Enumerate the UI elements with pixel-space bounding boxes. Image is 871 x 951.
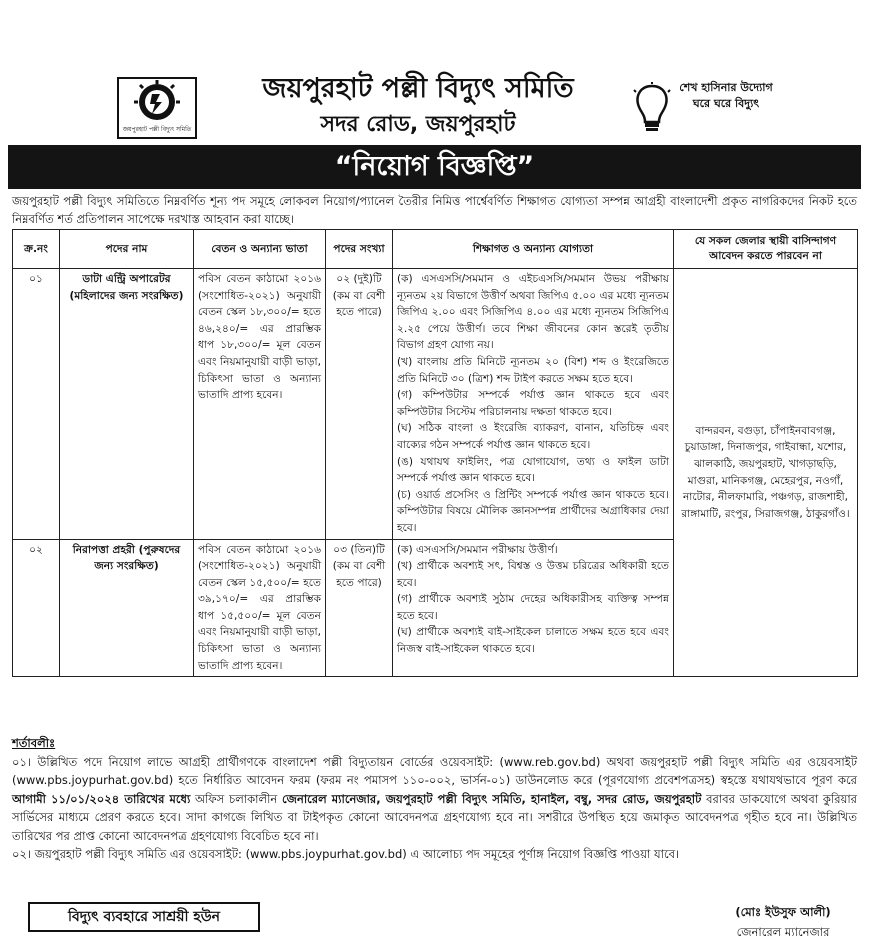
qualification-item: (ক) এসএসসি/সমমান ও এইচএসসি/সমমান উভয় পরীক্ষায় ন্যূনতম ২য় বিভাগে উত্তীর্ণ অথবা জিপিএ ৫.০০ এর মধ্যে ন্যূনতম জিপিএ ২.০০ এবং সিজিপিএ ৪.০০ এর মধ্যে ন্যূনতম সিজিপিএ ২.২৫ পেয়ে উত্তীর্ণ। তবে শিক্ষা জীবনের কোন স্তরেই তৃতীয় বিভাগ গ্রহণ যোগ্য নয়।	[397, 273, 669, 352]
row-count: ০২ (দুই)টি (কম বা বেশী হতে পারে)	[326, 269, 393, 540]
qualification-item: (গ) প্রার্থীকে অবশ্যই সুঠাম দেহের অধিকারীসহ ব্যক্তিত্ব সম্পন্ন হতে হবে।	[397, 593, 669, 622]
col-header-districts: যে সকল জেলার স্থায়ী বাসিন্দাগণ আবেদন করতে পারবেন না	[674, 230, 858, 269]
row-salary: পবিস বেতন কাঠামো ২০১৬ (সংশোধিত-২০২১) অনুযায়ী বেতন স্কেল ১৮,৩০০/= হতে ৪৬,২৪০/= এর প্রারম্ভিক ধাপ ১৮,৩০০/= মূল বেতন এবং নিয়মানুযায়ী বাড়ী ভাড়া, চিকিৎসা ভাতা ও অন্যান্য ভাতাদি প্রাপ্য হবেন।	[194, 269, 326, 540]
row-sl: ০১	[13, 269, 60, 540]
col-header-salary: বেতন ও অন্যান্য ভাতা	[194, 230, 326, 269]
term-1-text-c: অফিস চলাকালীন	[195, 791, 278, 806]
qualification-item: (ঙ) যথাযথ ফাইলিং, পত্র যোগাযোগ, তথ্য ও ফাইল ডাটা সম্পর্কে পর্যাপ্ত জ্ঞান থাকতে হবে।	[397, 455, 669, 485]
qualification-item: (ঘ) প্রার্থীকে অবশ্যই বাই-সাইকেল চালাতে সক্ষম হতে হবে এবং নিজস্ব বাই-সাইকেল থাকতে হবে।	[397, 626, 669, 656]
row-post: ডাটা এন্ট্রি অপারেটর (মহিলাদের জন্য সংরক্ষিত)	[60, 269, 194, 540]
qualification-item: (খ) বাংলায় প্রতি মিনিটে ন্যূনতম ২০ (বিশ) শব্দ ও ইংরেজিতে প্রতি মিনিটে ৩০ (ত্রিশ) শব্দ টাইপ করতে সক্ষম হতে হবে।	[397, 355, 669, 385]
slogan-box: বিদ্যুৎ ব্যবহারে সাশ্রয়ী হউন	[28, 902, 260, 932]
row-qualifications	[393, 269, 674, 540]
campaign-logo	[632, 74, 780, 138]
organization-address: সদর রোড, জয়পুরহাট	[320, 112, 516, 137]
term-1-text-e: বরাবর ডাকযোগে অথবা কুরিয়ার সার্ভিসের মাধ্যমে প্রেরণ করতে হবে। সাদা কাগজে লিখিত বা টাইপকৃত কোনো আবেদনপত্র গ্রহণযোগ্য হবে না। সশরীরে উপস্থিত হয়ে জমাকৃত আবেদনপত্র গৃহীত হবে না। উল্লিখিত তারিখের পর প্রাপ্ত কোনো আবেদনপত্র গ্রহণযোগ্য বিবেচিত হবে না।	[12, 791, 857, 843]
term-1-deadline: আগামী ১১/০১/২০২৪ তারিখের মধ্যে	[12, 791, 191, 806]
organization-block	[188, 72, 648, 140]
notice-page	[8, 66, 861, 948]
organization-name: জয়পুরহাট পল্লী বিদ্যুৎ সমিতি	[262, 73, 574, 104]
pbs-logo-caption: জয়পুরহাট পল্লী বিদ্যুৎ সমিতি	[122, 126, 192, 133]
row-qualifications	[393, 539, 674, 677]
table-row	[13, 269, 858, 540]
term-1-text-a: ০১। উল্লিখিত পদে নিয়োগ লাভে আগ্রহী প্রার্থীগণকে বাংলাদেশ পল্লী বিদ্যুতায়ন বোর্ডের ওয়েবসাইট: (www.reb.gov.bd) অথবা জয়পুরহাট পল্লী বিদ্যুৎ সমিতি এর ওয়েবসাইট (www.pbs.joypurhat.gov.bd) হতে নির্ধারিত আবেদন ফরম (ফরম নং পমাসপ ১১০-০০২, ভার্সন-০১) ডাউনলোড করে (পূরণযোগ্য প্রবেশপত্রসহ) স্বহস্তে যথাযথভাবে পূরণ করে	[12, 754, 857, 787]
row-post: নিরাপত্তা প্রহরী (পুরুষদের জন্য সংরক্ষিত)	[60, 539, 194, 677]
campaign-text: শেখ হাসিনার উদ্যোগ ঘরে ঘরে বিদ্যুৎ	[679, 81, 773, 110]
term-item: ০২। জয়পুরহাট পল্লী বিদ্যুৎ সমিতি এর ওয়েবসাইট: (www.pbs.joypurhat.gov.bd) এ আলোচ্য পদ সমূহের পূর্ণাঙ্গ নিয়োগ বিজ্ঞপ্তি পাওয়া যাবে।	[12, 847, 680, 861]
col-header-count: পদের সংখ্যা	[326, 230, 393, 269]
signature-block	[708, 902, 858, 942]
col-header-sl: ক্র.নং	[13, 230, 60, 269]
bulb-icon	[632, 82, 672, 134]
row-sl: ০২	[13, 539, 60, 677]
intro-paragraph: জয়পুরহাট পল্লী বিদ্যুৎ সমিতিতে নিম্নবর্ণিত শূন্য পদ সমূহে লোকবল নিয়োগ/প্যানেল তৈরীর নিমিত্ত পার্শ্বেবর্ণিত শিক্ষাগত যোগ্যতা সম্পন্ন আগ্রহী বাংলাদেশী প্রকৃত নাগরিকদের নিকট হতে নিম্নবর্ণিত শর্ত প্রতিপালন সাপেক্ষে দরখাস্ত আহবান করা যাচ্ছে।	[12, 194, 857, 226]
term-item	[12, 753, 857, 846]
table-header-row	[13, 230, 858, 269]
qualification-item: (গ) কম্পিউটার সম্পর্কে পর্যাপ্ত জ্ঞান থাকতে হবে এবং কম্পিউটার সিস্টেম পরিচালনায় দক্ষতা থাকতে হবে।	[397, 389, 669, 418]
qualification-item: (চ) ওয়ার্ড প্রসেসিং ও প্রিন্টিং সম্পর্কে পর্যাপ্ত জ্ঞান থাকতে হবে। কম্পিউটার বিষয়ে মৌলিক জ্ঞানসম্পন্ন প্রার্থীদের অগ্রাধিকার দেয়া হবে।	[397, 488, 669, 534]
qualification-item: (ক) এসএসসি/সমমান পরীক্ষায় উত্তীর্ণ।	[397, 543, 558, 556]
header	[8, 66, 861, 146]
pbs-logo	[116, 76, 198, 140]
col-header-qualification: শিক্ষাগত ও অন্যান্য যোগ্যতা	[393, 230, 674, 269]
signer-name: (মোঃ ইউসুফ আলী)	[735, 905, 831, 919]
qualification-item: (ঘ) সঠিক বাংলা ও ইংরেজি ব্যাকরণ, বানান, যতিচিহ্ন এবং বাক্যের গঠন সম্পর্কে পর্যাপ্ত জ্ঞান থাকতে হবে।	[397, 422, 669, 451]
terms-section	[12, 734, 857, 864]
jobs-table	[12, 229, 858, 677]
row-salary: পবিস বেতন কাঠামো ২০১৬ (সংশোধিত-২০২১) অনুযায়ী বেতন স্কেল ১৫,৫০০/= হতে ৩৯,১৭০/= এর প্রারম্ভিক ধাপ ১৫,৫০০/= মূল বেতন এবং নিয়মানুযায়ী বাড়ী ভাড়া, চিকিৎসা ভাতা ও অন্যান্য ভাতাদি প্রাপ্য হবেন।	[194, 539, 326, 677]
row-count: ০৩ (তিন)টি (কম বা বেশী হতে পারে)	[326, 539, 393, 677]
ineligible-districts: বান্দরবন, বগুড়া, চাঁপাইনবাবগঞ্জ, চুয়াডাঙ্গা, দিনাজপুর, গাইবান্ধা, যশোর, ঝালকাঠি, জয়পুরহাট, খাগড়াছড়ি, মাগুরা, মানিকগঞ্জ, মেহেরপুর, নওগাঁ, নাটোর, নীলফামারি, পঞ্চগড়, রাজশাহী, রাঙ্গামাটি, রংপুর, সিরাজগঞ্জ, ঠাকুরগাঁও।	[674, 269, 858, 677]
terms-heading: শর্তাবলীঃ	[12, 736, 56, 750]
notice-title: “নিয়োগ বিজ্ঞপ্তি”	[8, 145, 861, 189]
signer-title: জেনারেল ম্যানেজার	[736, 925, 830, 939]
col-header-post: পদের নাম	[60, 230, 194, 269]
qualification-item: (খ) প্রার্থীকে অবশ্যই সৎ, বিশ্বস্ত ও উত্তম চরিত্রের অধিকারী হতে হবে।	[397, 560, 669, 589]
term-1-address: জেনারেল ম্যানেজার, জয়পুরহাট পল্লী বিদ্যুৎ সমিতি, হানাইল, বম্বু, সদর রোড, জয়পুরহাট	[282, 791, 702, 806]
